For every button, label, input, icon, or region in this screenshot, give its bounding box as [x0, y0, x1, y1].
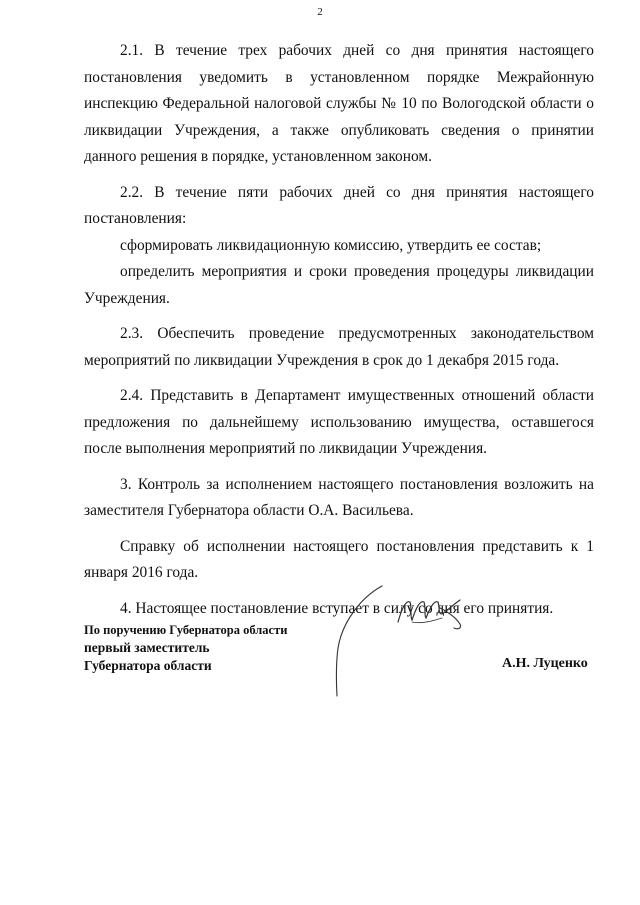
- paragraph-3: 3. Контроль за исполнением настоящего постановления возложить на заместителя Губернатора области О.А. Васильева.: [84, 475, 594, 519]
- signature-authority-line: По поручению Губернатора области: [84, 623, 288, 637]
- paragraph-report: Справку об исполнении настоящего постановления представить к 1 января 2016 года.: [84, 537, 594, 581]
- paragraph-2-3: 2.3. Обеспечить проведение предусмотренных законодательством мероприятий по ликвидации Учреждения в срок до 1 декабря 2015 года.: [84, 325, 594, 369]
- signer-name: А.Н. Луценко: [502, 656, 588, 671]
- paragraph-2-2: 2.2. В течение пяти рабочих дней со дня принятия настоящего постановления:: [84, 183, 594, 227]
- handwritten-signature: [320, 578, 490, 698]
- signature-position-line: первый заместитель: [84, 640, 210, 655]
- page-number: 2: [317, 6, 323, 18]
- document-body: [84, 38, 594, 631]
- paragraph-4: 4. Настоящее постановление вступает в силу со дня его принятия.: [120, 599, 554, 617]
- signature-position-line-2: Губернатора области: [84, 658, 212, 673]
- paragraph-2-1: 2.1. В течение трех рабочих дней со дня принятия настоящего постановления уведомить в установленном порядке Межрайонную инспекцию Федеральной налоговой службы № 10 по Вологодской области о ликвидации Учреждения, а также опубликовать сведения о принятии данного решения в порядке, установленном законом.: [84, 42, 594, 165]
- paragraph-2-2-item-2: определить мероприятия и сроки проведения процедуры ликвидации Учреждения.: [84, 263, 594, 307]
- paragraph-2-2-item-1: сформировать ликвидационную комиссию, утвердить ее состав;: [120, 236, 542, 254]
- paragraph-2-4: 2.4. Представить в Департамент имущественных отношений области предложения по дальнейшему использованию имущества, оставшегося после выполнения мероприятий по ликвидации Учреждения.: [84, 387, 594, 457]
